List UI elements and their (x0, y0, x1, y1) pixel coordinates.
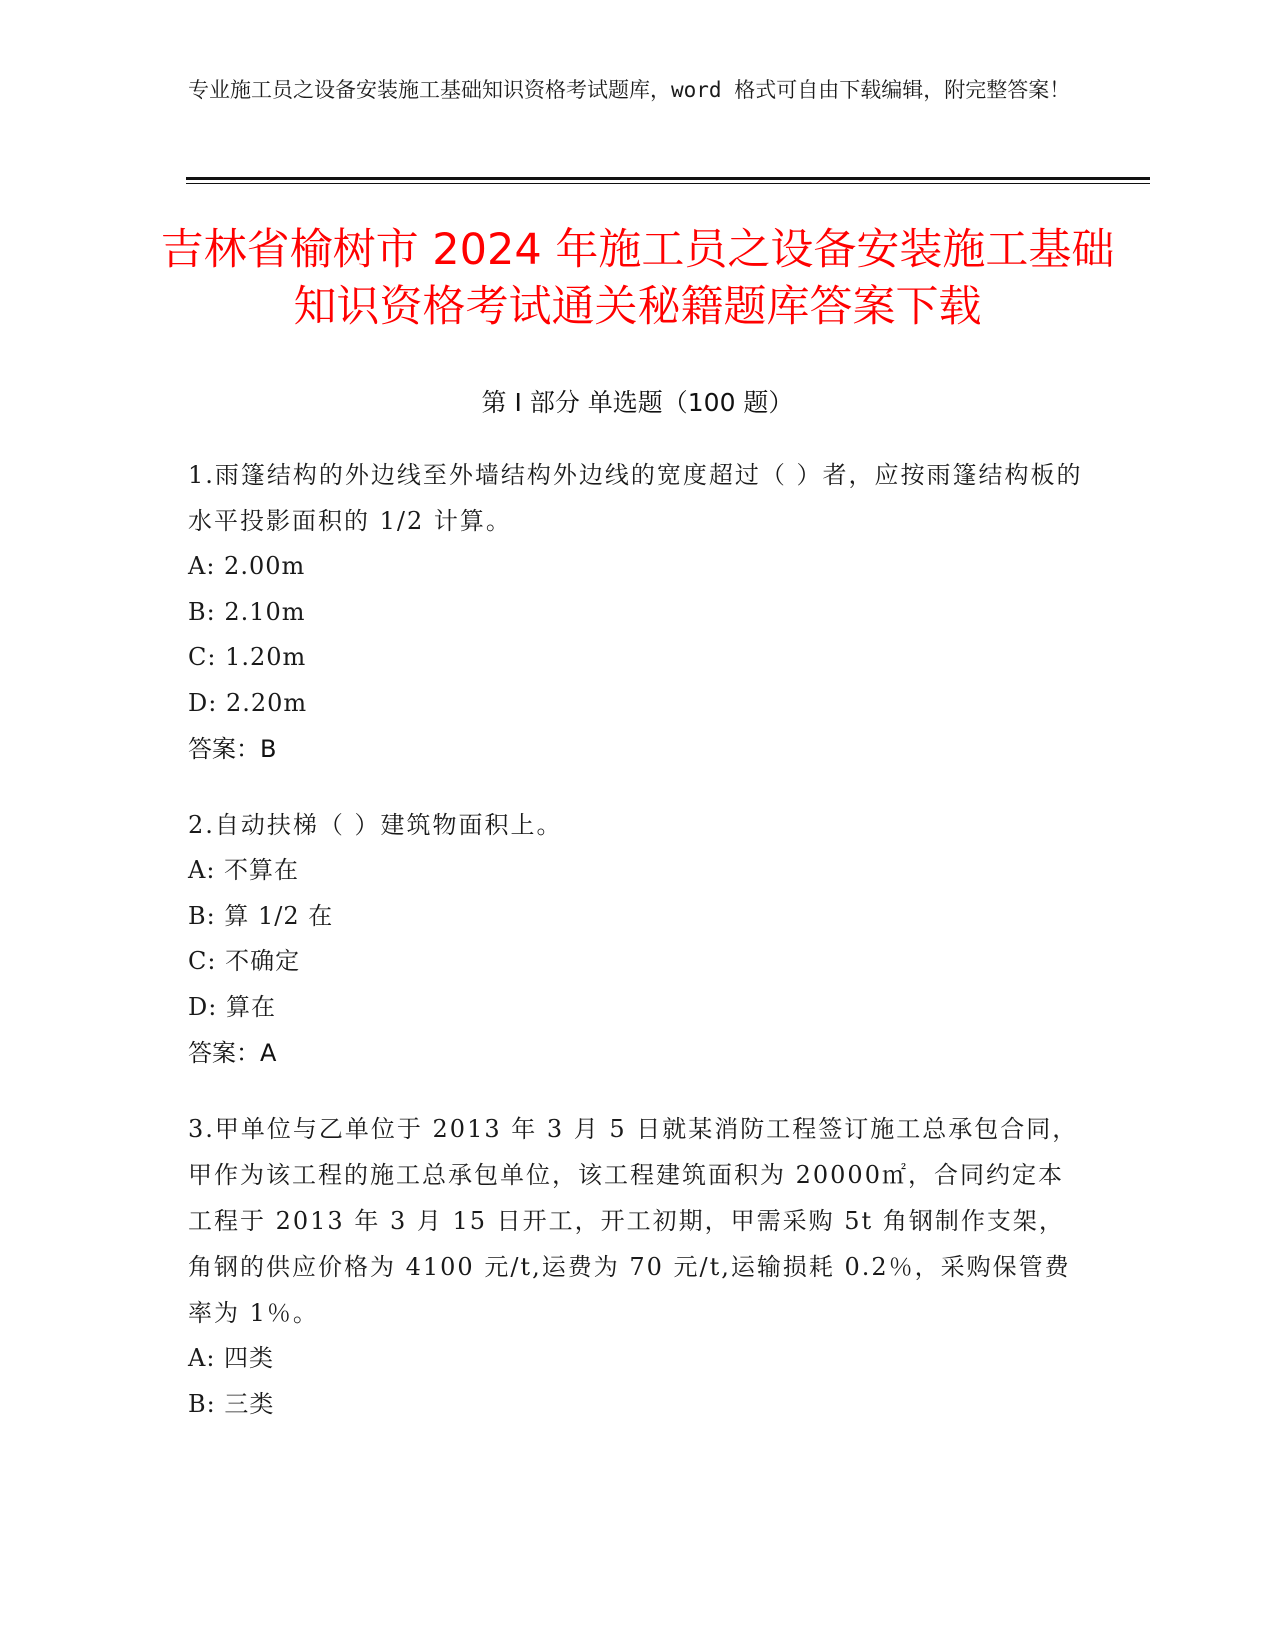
question-stem: 1.雨篷结构的外边线至外墙结构外边线的宽度超过（ ）者，应按雨篷结构板的水平投影面积的 1/2 计算。 (188, 461, 1083, 535)
question-stem: 3.甲单位与乙单位于 2013 年 3 月 5 日就某消防工程签订施工总承包合同，甲作为该工程的施工总承包单位，该工程建筑面积为 20000㎡，合同约定本工程于 2013 年 3 月 15 日开工，开工初期，甲需采购 5t 角钢制作支架，角钢的供应价格为 4100 元/t,运费为 70 元/t,运输损耗 0.2％，采购保管费率为 1％。 (188, 1115, 1079, 1327)
option-c: C: 不确定 (188, 947, 301, 975)
option-a: A: 2.00m (188, 552, 306, 580)
option-d: D: 算在 (188, 992, 276, 1021)
question-stem: 2.自动扶梯（ ）建筑物面积上。 (188, 811, 563, 839)
question-1 (188, 452, 1088, 772)
option-d: D: 2.20m (188, 688, 308, 717)
header-rule-thick (186, 177, 1150, 180)
header-rule-thin (186, 183, 1150, 184)
option-b: B: 2.10m (188, 597, 306, 626)
question-2 (188, 802, 1088, 1076)
option-a: A: 四类 (188, 1344, 275, 1372)
option-c: C: 1.20m (188, 643, 307, 671)
section-title: 第 I 部分 单选题（100 题） (481, 388, 794, 417)
answer: 答案：A (188, 1039, 277, 1067)
option-b: B: 三类 (188, 1389, 275, 1418)
document-title: 吉林省榆树市 2024 年施工员之设备安装施工基础知识资格考试通关秘籍题库答案下载 (160, 225, 1115, 332)
option-b: B: 算 1/2 在 (188, 901, 334, 930)
header-note: 专业施工员之设备安装施工基础知识资格考试题库，word 格式可自由下载编辑，附完整答案！ (188, 78, 1071, 102)
option-a: A: 不算在 (188, 856, 300, 884)
question-3 (188, 1106, 1088, 1427)
answer: 答案：B (188, 735, 277, 763)
